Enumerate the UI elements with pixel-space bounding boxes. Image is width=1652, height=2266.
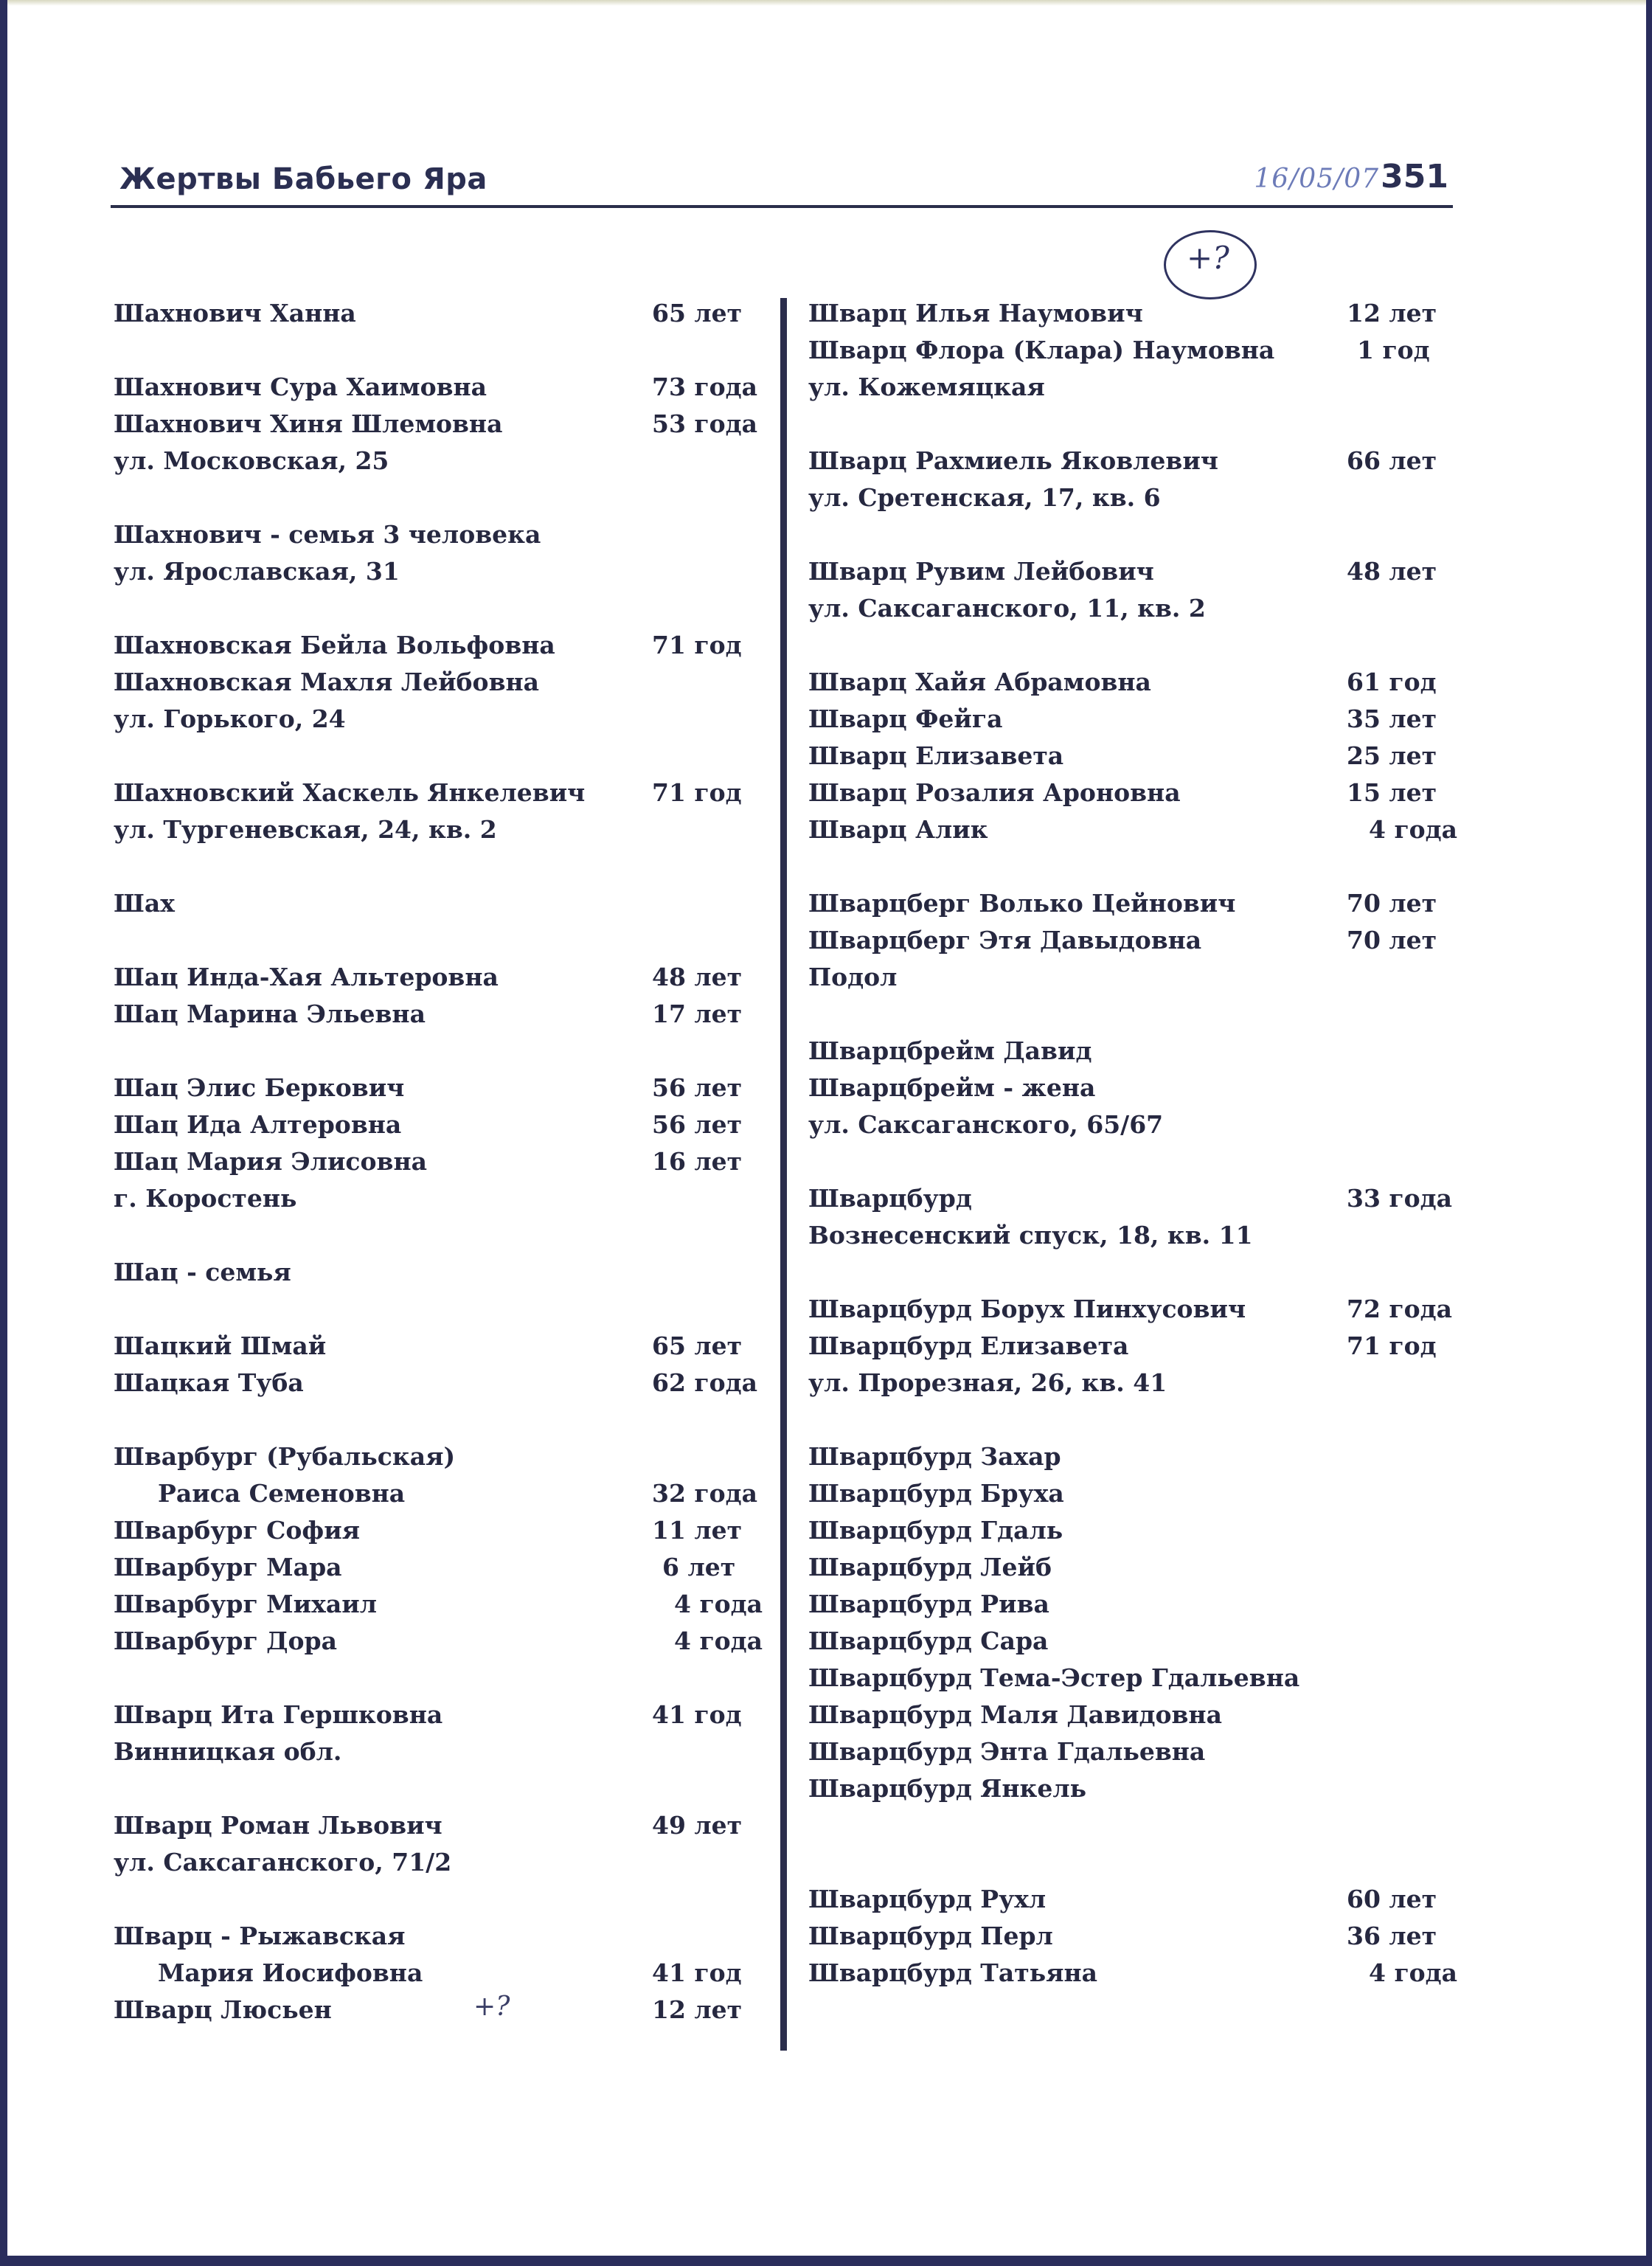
entry-name: Шварцбурд Перл [808,1922,1053,1950]
entry-age: 15 лет [1347,778,1437,807]
entry-line [114,1070,763,1106]
entry-age: 17 лет [652,999,743,1028]
entry-line [808,590,1450,627]
entry-age: 4 года [674,1590,763,1618]
entry-gap [114,1881,763,1918]
entry-name: Шах [114,889,175,918]
entry-line [114,516,763,553]
entry-line [114,1254,763,1291]
entry-age: 49 лет [652,1811,743,1840]
entry-name: ул. Кожемяцкая [808,373,1045,401]
entry-name: Шварцбурд Захар [808,1442,1061,1471]
entry-line [808,295,1450,332]
entry-name: Шахнович - семья 3 человека [114,520,541,549]
entry-age: 62 года [652,1368,758,1397]
entry-age: 53 года [652,409,758,438]
entry-age: 70 лет [1347,889,1437,918]
entry-name: Шац Инда-Хая Альтеровна [114,963,499,991]
entry-name: Шварцбурд Сара [808,1626,1049,1655]
entry-line [808,1070,1450,1106]
entry-name: ул. Саксаганского, 71/2 [114,1848,452,1877]
entry-gap [808,848,1450,885]
entry-line [114,295,763,332]
entry-name: Шац - семья [114,1258,291,1286]
entry-name: Шварцбурд Маля Давидовна [808,1700,1222,1729]
entry-line [808,738,1450,775]
entry-name: Вознесенский спуск, 18, кв. 11 [808,1221,1253,1250]
entry-line [808,479,1450,516]
entry-gap [808,1401,1450,1438]
entry-line [808,1291,1453,1328]
entry-name: Шварцбурд Борух Пинхусович [808,1295,1246,1323]
entry-name: Шварц Рахмиель Яковлевич [808,446,1218,475]
entry-gap [114,1291,763,1328]
entry-gap [114,848,763,885]
entry-name: Шахновская Бейла Вольфовна [114,631,555,659]
handwritten-date: 16/05/07 [1254,164,1379,194]
entry-name: Шварц Хайя Абрамовна [808,668,1151,696]
entry-line [808,1106,1450,1143]
entry-age: 61 год [1347,668,1437,696]
entry-line [114,1328,763,1365]
entry-age: 71 год [652,778,742,807]
entry-name: Шварц Розалия Ароновна [808,778,1181,807]
entry-line [808,1586,1450,1623]
page-header [111,158,1453,208]
entry-line [114,1438,763,1475]
entry-name: г. Коростень [114,1184,297,1213]
entry-age: 32 года [652,1479,758,1508]
entry-line [808,1733,1450,1770]
entry-gap [808,516,1450,553]
entry-name: ул. Прорезная, 26, кв. 41 [808,1368,1167,1397]
entry-name: Шахнович Ханна [114,299,356,328]
entry-line [808,775,1450,811]
entry-gap [808,1254,1450,1291]
entry-line [808,1438,1450,1475]
entry-line [114,1512,763,1549]
margin-annotation: +? [473,1992,510,2022]
entry-line [114,443,763,479]
entry-name: Винницкая обл. [114,1737,342,1766]
entry-line [808,443,1450,479]
entry-name: Шварцбурд Рива [808,1590,1049,1618]
running-title: Жертвы Бабьего Яра [119,162,487,196]
entry-age: 6 лет [662,1553,736,1581]
entry-name: Шварц Елизавета [808,741,1064,770]
entry-name: Шахнович Сура Хаимовна [114,373,487,401]
entry-name: Шварбург (Рубальская) [114,1442,456,1471]
entry-line [114,1180,763,1217]
entry-name: Шахнович Хиня Шлемовна [114,409,503,438]
entry-line [114,775,763,811]
entry-line [114,553,763,590]
entry-line [114,1697,763,1733]
entry-name: Шахновский Хаскель Янкелевич [114,778,586,807]
entry-gap [114,1770,763,1807]
entry-age: 4 года [674,1626,763,1655]
entry-name: Шварцбурд Янкель [808,1774,1087,1803]
entry-age: 71 год [652,631,742,659]
entry-age: 60 лет [1347,1885,1437,1913]
entry-name: Шварцбурд Татьяна [808,1958,1098,1987]
entry-line [808,1660,1450,1697]
entry-gap [114,1401,763,1438]
entry-gap [808,1143,1450,1180]
entry-line [808,959,1450,996]
entry-gap [808,627,1450,664]
entry-name: Шварц Рувим Лейбович [808,557,1154,586]
entry-age: 56 лет [652,1110,743,1139]
entry-line [114,664,763,701]
entry-name: ул. Саксаганского, 11, кв. 2 [808,594,1206,623]
entry-line [114,811,763,848]
entry-line [114,406,763,443]
entry-name: Шварцбурд Гдаль [808,1516,1063,1545]
entry-line [114,1623,763,1660]
entry-name: Шварцбурд Лейб [808,1553,1052,1581]
entry-line [808,1365,1450,1401]
entry-line [114,885,763,922]
circled-annotation [1164,230,1257,299]
entry-line [808,1623,1450,1660]
entry-line [114,1733,763,1770]
entry-name: Шац Ида Алтеровна [114,1110,402,1139]
entry-line [808,1918,1450,1955]
entry-name: Шварцбурд Рухл [808,1885,1047,1913]
entry-age: 11 лет [652,1516,743,1545]
entry-name: ул. Тургеневская, 24, кв. 2 [114,815,497,844]
entry-line [808,885,1450,922]
entry-line [114,1807,763,1844]
entry-gap [114,1660,763,1697]
entry-name: Шахновская Махля Лейбовна [114,668,540,696]
entry-line [114,1955,763,1992]
entry-line [114,1918,763,1955]
entry-gap [114,1217,763,1254]
entry-line [808,332,1450,369]
entry-age: 12 лет [1347,299,1437,328]
entry-line [808,1217,1450,1254]
entry-name: ул. Горького, 24 [114,704,346,733]
entry-age: 72 года [1347,1295,1453,1323]
entry-age: 41 год [652,1700,742,1729]
entry-name: Шварцбурд Энта Гдальевна [808,1737,1206,1766]
scan-edge [7,0,1646,6]
right-column [808,295,1458,1992]
entry-age: 25 лет [1347,741,1437,770]
entry-gap [114,738,763,775]
entry-line [808,1955,1458,1992]
column-divider [780,298,787,2051]
entry-name: Шварцбрейм - жена [808,1073,1096,1102]
entry-line [808,664,1450,701]
entry-line [808,811,1458,848]
entry-gap [114,922,763,959]
entry-line [808,369,1450,406]
entry-line [114,701,763,738]
entry-gap [808,1807,1450,1844]
entry-line [114,627,763,664]
entry-line [114,1143,763,1180]
page-number: 351 [1381,158,1448,195]
entry-age: 48 лет [652,963,743,991]
entry-name: Шац Мария Элисовна [114,1147,427,1176]
document-page [7,0,1646,2256]
entry-line [808,1033,1450,1070]
entry-gap [808,1844,1450,1881]
entry-line [114,369,763,406]
entry-name: ул. Ярославская, 31 [114,557,400,586]
entry-line [808,1697,1450,1733]
entry-gap [114,1033,763,1070]
entry-name: Шварц Флора (Клара) Наумовна [808,336,1275,364]
entry-age: 41 год [652,1958,742,1987]
entry-age: 48 лет [1347,557,1437,586]
entry-name: Шварцбурд Бруха [808,1479,1064,1508]
entry-age: 33 года [1347,1184,1453,1213]
left-column [114,295,763,2028]
entry-line [114,1475,763,1512]
entry-line [808,1180,1453,1217]
entry-line [808,922,1450,959]
entry-age: 1 год [1357,336,1430,364]
entry-line [808,1512,1450,1549]
entry-line [114,1586,763,1623]
entry-name: Шварбург Мара [114,1553,342,1581]
entry-age: 16 лет [652,1147,743,1176]
entry-gap [114,332,763,369]
entry-name: Шацкий Шмай [114,1331,327,1360]
entry-name: Шварбург Михаил [114,1590,377,1618]
entry-name: Шварц Роман Львович [114,1811,442,1840]
entry-line [114,1992,763,2028]
entry-line [808,1328,1450,1365]
entry-age: 70 лет [1347,926,1437,954]
entry-line [114,1844,763,1881]
entry-age: 4 года [1369,1958,1458,1987]
entry-age: 4 года [1369,815,1458,844]
entry-age: 65 лет [652,1331,743,1360]
entry-age: 66 лет [1347,446,1437,475]
entry-name: Шварц - Рыжавская [114,1922,406,1950]
entry-name: Подол [808,963,898,991]
entry-line [808,553,1450,590]
entry-name: Шварцбурд Елизавета [808,1331,1129,1360]
entry-name: Шварбург Дора [114,1626,337,1655]
entry-line [808,1549,1450,1586]
entry-name: Шварцберг Волько Цейнович [808,889,1236,918]
entry-name: Шварцбрейм Давид [808,1036,1092,1065]
entry-name: Шварц Илья Наумович [808,299,1143,328]
entry-name: Шац Элис Беркович [114,1073,405,1102]
entry-name: Шварцбурд Тема-Эстер Гдальевна [808,1663,1300,1692]
entry-line [808,701,1450,738]
entry-age: 56 лет [652,1073,743,1102]
entry-name: Шварц Алик [808,815,988,844]
entry-line [114,959,763,996]
entry-age: 12 лет [652,1995,743,2024]
entry-gap [808,996,1450,1033]
entry-name: Мария Иосифовна [158,1958,423,1987]
entry-age: 35 лет [1347,704,1437,733]
entry-name: ул. Сретенская, 17, кв. 6 [808,483,1161,512]
entry-age: 73 года [652,373,758,401]
entry-name: Шварц Люсьен [114,1995,332,2024]
entry-line [808,1770,1450,1807]
entry-name: Шацкая Туба [114,1368,304,1397]
entry-name: ул. Московская, 25 [114,446,389,475]
entry-line [114,1549,763,1586]
entry-age: 36 лет [1347,1922,1437,1950]
entry-line [114,1365,763,1401]
entry-line [114,996,763,1033]
entry-line [808,1881,1450,1918]
entry-gap [808,406,1450,443]
circled-annotation-text: +? [1187,240,1229,276]
entry-age: 71 год [1347,1331,1437,1360]
entry-name: Шварцберг Этя Давыдовна [808,926,1202,954]
entry-name: Шац Марина Эльевна [114,999,426,1028]
entry-name: Шварц Фейга [808,704,1003,733]
entry-line [808,1475,1450,1512]
entry-name: Шварбург София [114,1516,361,1545]
entry-age: 65 лет [652,299,743,328]
entry-gap [114,479,763,516]
entry-line [114,1106,763,1143]
entry-gap [114,590,763,627]
entry-name: Шварц Ита Гершковна [114,1700,443,1729]
entry-name: Шварцбурд [808,1184,972,1213]
entry-name: Раиса Семеновна [158,1479,406,1508]
entry-name: ул. Саксаганского, 65/67 [808,1110,1164,1139]
